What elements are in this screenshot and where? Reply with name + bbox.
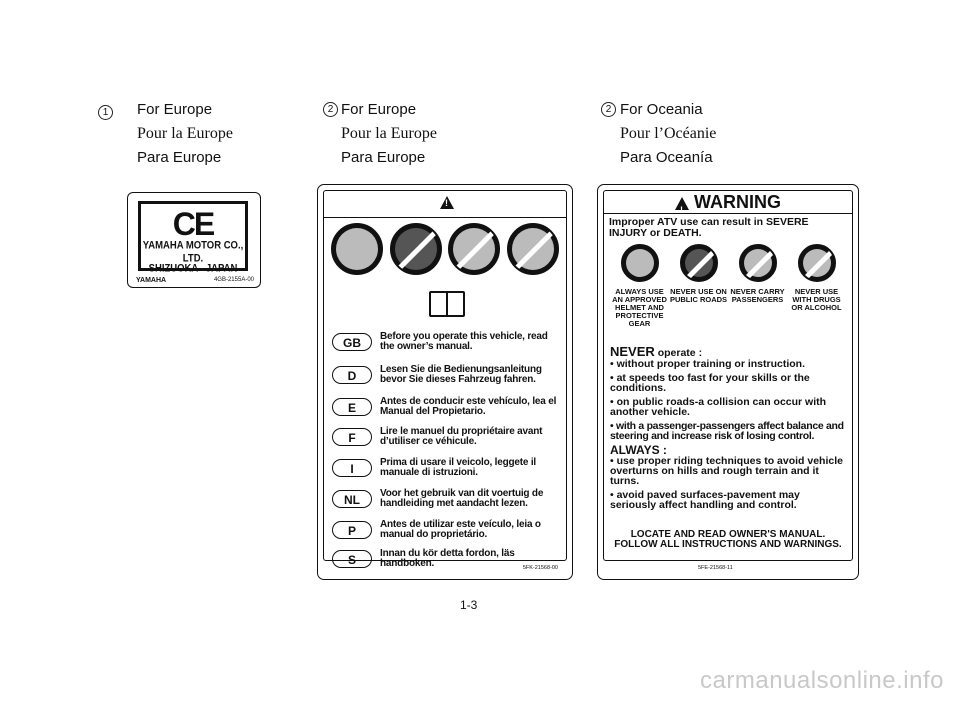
language-badge: NL (332, 490, 372, 508)
section-3-heading (620, 98, 716, 170)
language-badge: I (332, 459, 372, 477)
always-item-text: avoid paved surfaces-pavement may seriously affect handling and control. (610, 489, 800, 511)
ce-mark: CE (172, 206, 214, 242)
language-text: Voor het gebruik van dit voertuig de handleiding met aandacht lezen. (380, 488, 544, 509)
section-number-2: 2 (323, 102, 338, 117)
heading-line-es: Para Europe (341, 149, 426, 166)
heading-line-en: For Europe (137, 101, 213, 118)
never-item: • without proper training or instruction. (610, 358, 805, 370)
language-text: Antes de utilizar este veículo, leia o manual do proprietário. (380, 519, 541, 540)
never-suffix: operate : (657, 347, 703, 359)
language-badge: GB (332, 333, 372, 351)
manual-book-icon (429, 291, 465, 317)
page-number: 1-3 (460, 598, 478, 612)
language-text: Lire le manuel du propriétaire avant d’utiliser ce véhicule. (380, 426, 543, 447)
always-item: • use proper riding techniques to avoid vehicle overturns on hills and rough terrain and it turns. (610, 455, 843, 487)
never-section (610, 344, 846, 511)
pictogram-roads (670, 244, 728, 328)
ce-label-frame (138, 201, 248, 276)
label-part-code: 5FE-21568-11 (698, 565, 733, 571)
language-badge: D (332, 366, 372, 384)
section-1-heading (137, 98, 233, 170)
ce-brand: YAMAHA (136, 277, 167, 284)
label-header (324, 191, 566, 218)
section-number-1: 1 (98, 105, 113, 120)
language-text: Lesen Sie die Bedienungsanleitung bevor Sie dieses Fahrzeug fahren. (380, 364, 542, 385)
helmet-pictogram-icon (621, 244, 659, 282)
no-public-roads-pictogram-icon (680, 244, 718, 282)
language-badge: E (332, 398, 372, 416)
pictogram-caption: NEVER USE ON PUBLIC ROADS (669, 287, 728, 304)
watermark: carmanualsonline.info (700, 667, 944, 694)
always-title: ALWAYS : (610, 443, 667, 457)
no-public-roads-pictogram-icon (390, 223, 442, 275)
heading-line-fr: Pour la Europe (341, 125, 437, 142)
language-text: Innan du kör detta fordon, läs handboken. (380, 548, 515, 569)
language-badge: F (332, 428, 372, 446)
pictogram-row (610, 244, 846, 328)
language-text: Before you operate this vehicle, read the owner’s manual. (380, 331, 548, 352)
ce-company: YAMAHA MOTOR CO., LTD. (142, 238, 244, 266)
warning-triangle-icon: ! (440, 196, 454, 209)
language-row-d (332, 365, 562, 385)
heading-line-es: Para Europe (137, 149, 222, 166)
ce-label-footer (136, 277, 254, 284)
section-2-heading (341, 98, 437, 170)
pictogram-helmet (611, 244, 669, 328)
language-row-gb (332, 332, 562, 352)
always-item: • avoid paved surfaces-pavement may seriously affect handling and control. (610, 489, 800, 511)
language-badge: S (332, 550, 372, 568)
language-row-f (332, 427, 562, 447)
warning-header (604, 191, 852, 214)
ce-code: 4GB-2155A-00 (213, 277, 254, 283)
pictogram-caption: ALWAYS USE AN APPROVED HELMET AND PROTECTIVE GEAR (612, 287, 667, 328)
pictogram-drugs (788, 244, 846, 328)
ce-label (127, 192, 261, 288)
ce-location: SHIZUOKA JAPAN (148, 261, 238, 276)
section-number-3: 2 (601, 102, 616, 117)
never-item: • on public roads-a collision can occur with another vehicle. (610, 396, 827, 418)
oceania-warning-label (597, 184, 859, 580)
heading-line-es: Para Oceanía (620, 149, 713, 166)
always-item-text: use proper riding techniques to avoid vehicle overturns on hills and rough terrain and it turns. (610, 455, 843, 487)
warning-triangle-icon: ! (675, 197, 689, 210)
manual-warning-label (317, 184, 573, 580)
language-badge: P (332, 521, 372, 539)
warning-title: WARNING (694, 192, 781, 212)
closing-instruction: LOCATE AND READ OWNER'S MANUAL. FOLLOW ALL INSTRUCTIONS AND WARNINGS. (614, 529, 842, 550)
never-item-text: with a passenger-passengers affect balance and steering and increase risk of losing control. (610, 420, 844, 442)
pictogram-caption: NEVER USE WITH DRUGS OR ALCOHOL (791, 287, 842, 312)
never-item: • at speeds too fast for your skills or the conditions. (610, 372, 810, 394)
no-passengers-pictogram-icon (448, 223, 500, 275)
never-item-text: at speeds too fast for your skills or the conditions. (610, 372, 810, 394)
language-row-e (332, 397, 562, 417)
no-drugs-alcohol-pictogram-icon (798, 244, 836, 282)
language-text: Prima di usare il veicolo, leggete il manuale di istruzioni. (380, 457, 536, 478)
heading-line-fr: Pour la Europe (137, 125, 233, 142)
never-heading (610, 344, 846, 359)
warning-intro: Improper ATV use can result in SEVERE INJURY or DEATH. (609, 216, 809, 239)
never-item-text: on public roads-a collision can occur with another vehicle. (610, 396, 827, 418)
heading-line-en: For Europe (341, 101, 417, 118)
never-item-text: without proper training or instruction. (616, 358, 805, 370)
helmet-pictogram-icon (331, 223, 383, 275)
pictogram-caption: NEVER CARRY PASSENGERS (730, 287, 785, 304)
label-part-code: 5FK-21568-00 (522, 565, 558, 571)
language-row-nl (332, 489, 562, 509)
language-text: Antes de conducir este vehículo, lea el Manual del Propietario. (380, 396, 557, 417)
no-drugs-alcohol-pictogram-icon (507, 223, 559, 275)
heading-line-fr: Pour l’Océanie (620, 125, 717, 142)
language-row-p (332, 520, 562, 540)
pictogram-row (324, 223, 566, 281)
heading-line-en: For Oceania (620, 101, 703, 118)
never-title: NEVER (610, 344, 655, 359)
pictogram-passengers (729, 244, 787, 328)
never-item: • with a passenger-passengers affect balance and steering and increase risk of losing control. (610, 420, 844, 442)
language-row-i (332, 458, 562, 478)
oceania-warning-label-frame (603, 190, 853, 561)
no-passengers-pictogram-icon (739, 244, 777, 282)
